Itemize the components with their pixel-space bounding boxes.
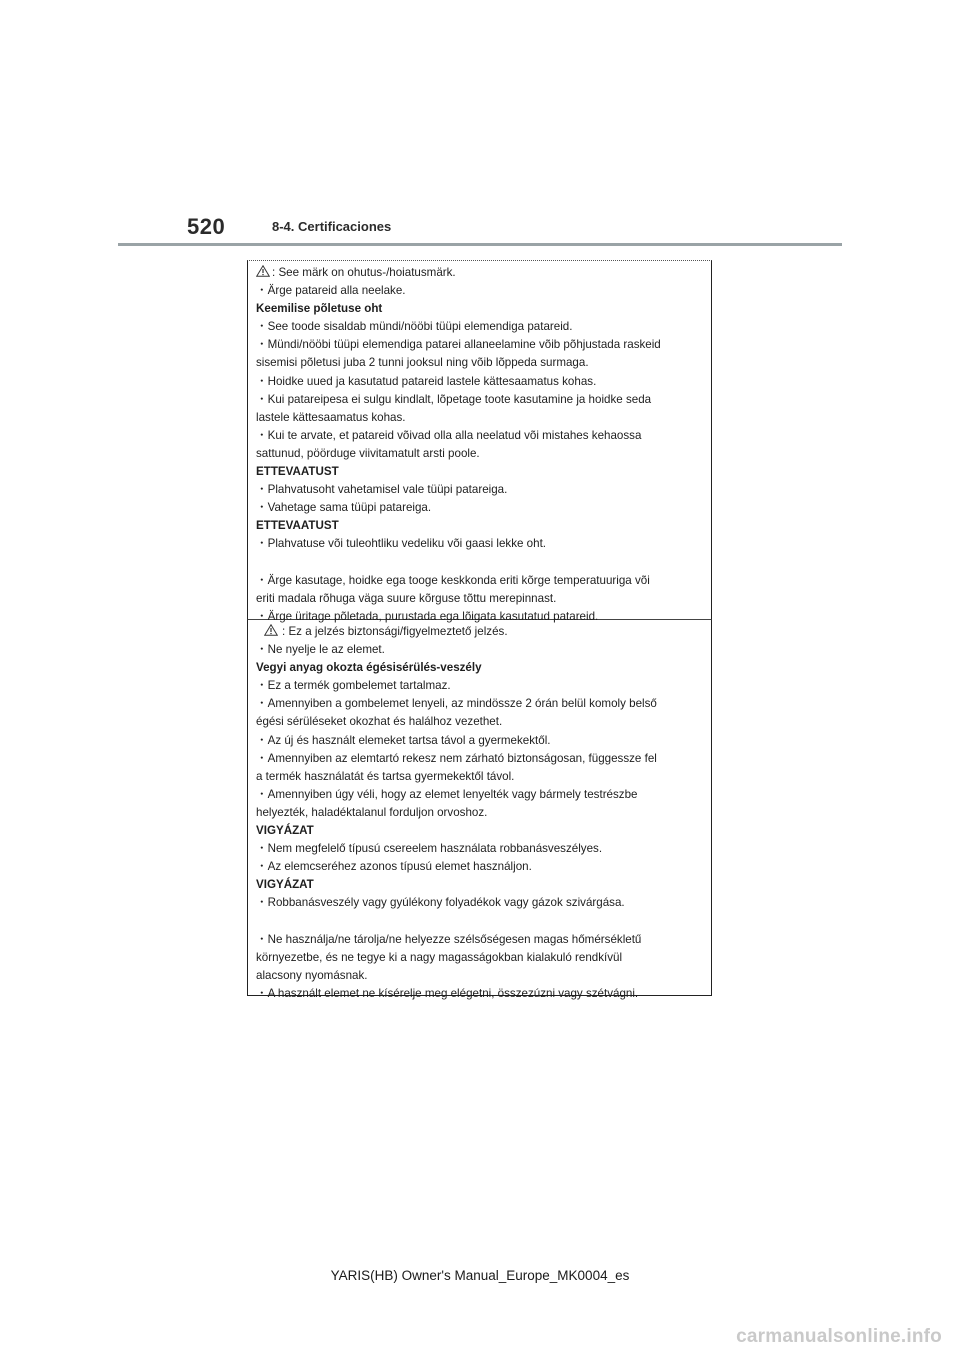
page-number: 520 (187, 214, 226, 239)
warning-text-line: ・Hoidke uued ja kasutatud patareid lastele kättesaamatus kohas. (256, 374, 597, 388)
blank-line (256, 913, 711, 931)
warning-triangle-icon (264, 624, 278, 636)
warning-text-line: ・Amennyiben a gombelemet lenyeli, az mindössze 2 órán belül komoly belső (256, 697, 657, 711)
warning-text-line: sisemisi põletusi juba 2 tunni jooksul ning võib lõppeda surmaga. (256, 356, 589, 370)
warning-text-line: ・Vahetage sama tüüpi patareiga. (256, 501, 432, 515)
warning-text-line: ・Amennyiben úgy véli, hogy az elemet lenyelték vagy bármely testrészbe (256, 787, 638, 801)
warning-text-line: környezetbe, és ne tegye ki a nagy magasságokban kialakuló rendkívül (256, 950, 623, 964)
manual-footer: YARIS(HB) Owner's Manual_Europe_MK0004_es (330, 1268, 630, 1283)
warning-text-line: ・See toode sisaldab mündi/nööbi tüüpi elemendiga patareid. (256, 320, 573, 334)
warning-text-line: ・Ne használja/ne tárolja/ne helyezze szélsőségesen magas hőmérsékletű (256, 932, 642, 946)
warning-text-line (256, 623, 711, 641)
warning-heading: Keemilise põletuse oht (256, 302, 383, 316)
warning-text-line: ・Plahvatuse või tuleohtliku vedeliku või gaasi lekke oht. (256, 537, 547, 551)
warning-heading: ETTEVAATUST (256, 519, 339, 533)
warning-text-line: ・Ärge üritage põletada, purustada ega lõigata kasutatud patareid. (256, 609, 599, 623)
warning-text-line: ・Ärge patareid alla neelake. (256, 284, 406, 298)
warning-heading: ETTEVAATUST (256, 465, 339, 479)
header-divider (118, 243, 842, 246)
warning-heading: VIGYÁZAT (256, 878, 314, 892)
warning-text-line: ・Amennyiben az elemtartó rekesz nem zárható biztonságosan, függessze fel (256, 751, 657, 765)
warning-text-line: ・Mündi/nööbi tüüpi elemendiga patarei allaneelamine võib põhjustada raskeid (256, 338, 661, 352)
warning-heading: VIGYÁZAT (256, 824, 314, 838)
warning-text-line (256, 264, 711, 282)
hungarian-battery-warning-box (247, 620, 712, 1000)
warning-text-line: ・Robbanásveszély vagy gyúlékony folyadékok vagy gázok szivárgása. (256, 896, 625, 910)
warning-symbol-caption: : See märk on ohutus-/hoiatusmärk. (272, 266, 456, 279)
warning-heading: Vegyi anyag okozta égésisérülés-veszély (256, 661, 482, 675)
warning-text-line: ・Ärge kasutage, hoidke ega tooge keskkonda eriti kõrge temperatuuriga või (256, 573, 650, 587)
warning-text-line: ・Nem megfelelő típusú csereelem használata robbanásveszélyes. (256, 842, 603, 856)
warning-text-line: alacsony nyomásnak. (256, 968, 368, 982)
warning-text-line: sattunud, pöörduge viivitamatult arsti poole. (256, 446, 480, 460)
warning-text-line: égési sérüléseket okozhat és halálhoz vezethet. (256, 715, 503, 729)
warning-text-line: a termék használatát és tartsa gyermekektől távol. (256, 769, 515, 783)
warning-text-line: ・Plahvatusoht vahetamisel vale tüüpi patareiga. (256, 483, 508, 497)
warning-text-line: ・Az elemcseréhez azonos típusú elemet használjon. (256, 860, 532, 874)
warning-text-line: ・A használt elemet ne kísérelje meg elégetni, összezúzni vagy szétvágni. (256, 986, 639, 1000)
warning-symbol-caption: : Ez a jelzés biztonsági/figyelmeztető jelzés. (282, 625, 508, 638)
warning-text-line: ・Kui te arvate, et patareid võivad olla alla neelatud või mistahes kehaossa (256, 428, 642, 442)
warning-text-line: ・Az új és használt elemeket tartsa távol a gyermekektől. (256, 733, 551, 747)
warning-text-line: helyezték, haladéktalanul forduljon orvoshoz. (256, 805, 488, 819)
warning-text-line: lastele kättesaamatus kohas. (256, 410, 406, 424)
warning-text-line: ・Ne nyelje le az elemet. (256, 643, 385, 657)
warning-text-line: ・Ez a termék gombelemet tartalmaz. (256, 679, 451, 693)
page-header (0, 0, 960, 250)
warning-text-line: ・Kui patareipesa ei sulgu kindlalt, lõpetage toote kasutamine ja hoidke seda (256, 392, 652, 406)
warning-triangle-icon (256, 265, 270, 277)
blank-line (256, 554, 711, 572)
warning-text-line: eriti madala rõhuga väga suure kõrguse tõttu merepinnast. (256, 591, 557, 605)
watermark-text: carmanualsonline.info (736, 1326, 942, 1347)
estonian-battery-warning-box (247, 260, 712, 623)
section-title: 8-4. Certificaciones (272, 219, 392, 234)
